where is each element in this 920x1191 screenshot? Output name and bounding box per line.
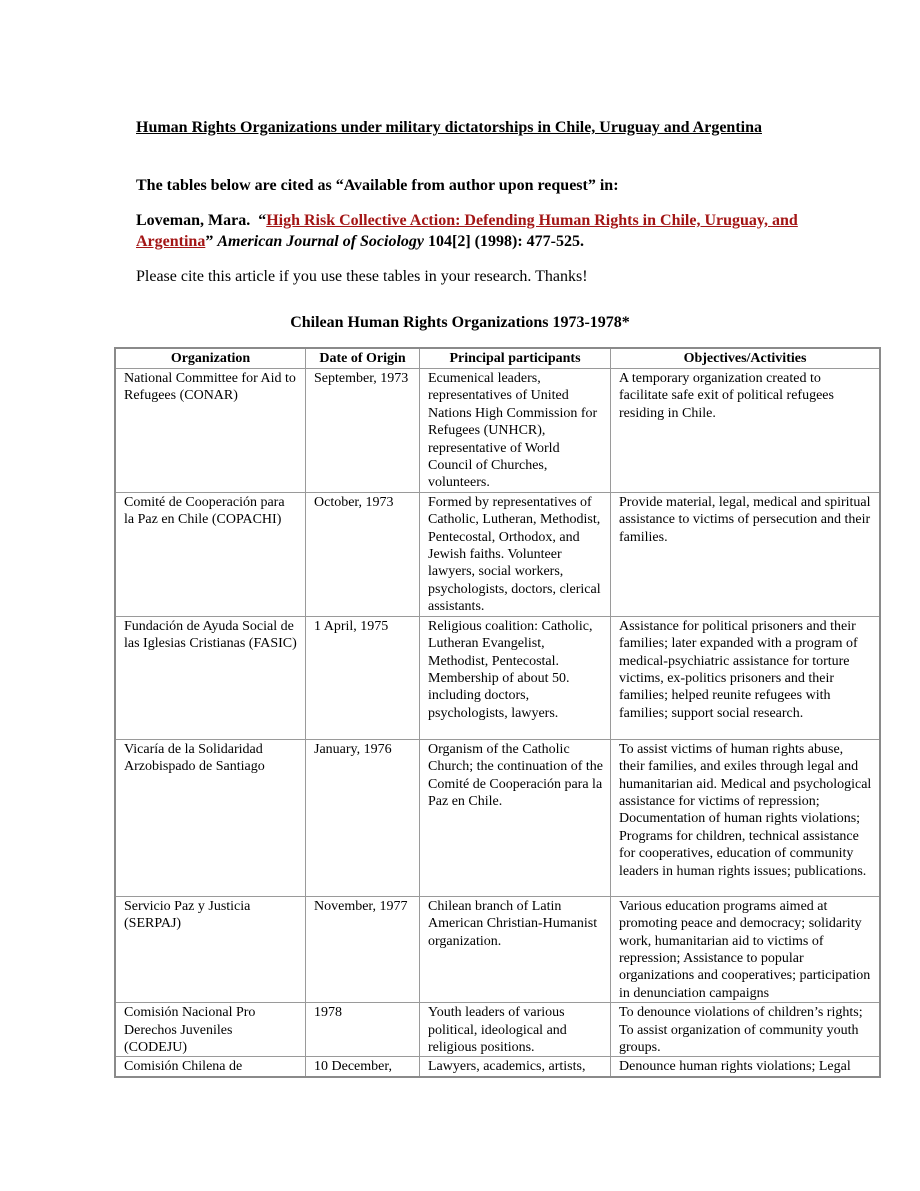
cell-objectives: Various education programs aimed at promoting peace and democracy; solidarity work, humanitarian aid to victims of repression; Assistance to popular organizations and cooperatives; participation in denunciation campaigns: [611, 897, 879, 1003]
cell-objectives: A temporary organization created to facilitate safe exit of political refugees residing in Chile.: [611, 369, 879, 493]
article-title-link[interactable]: High Risk Collective Action: Defending Human Rights in Chile, Uruguay, and Argentina: [136, 212, 798, 250]
cell-date: October, 1973: [306, 493, 420, 617]
document-heading: Human Rights Organizations under military dictatorships in Chile, Uruguay and Argentina: [136, 119, 762, 136]
cell-organization: Comisión Chilena de: [116, 1057, 306, 1075]
cell-participants: Chilean branch of Latin American Christian-Humanist organization.: [420, 897, 611, 1003]
organizations-table: [114, 347, 881, 1078]
open-quote: “: [258, 212, 267, 229]
cited-note: The tables below are cited as “Available from author upon request” in:: [136, 177, 619, 194]
cell-objectives: Denounce human rights violations; Legal: [619, 1059, 851, 1075]
cell-objectives: To assist victims of human rights abuse, their families, and exiles through legal and humanitarian aid. Medical and psychological assistance for victims of repression; Documentation of human rights violations; Programs for children, technical assistance for cooperatives, education of community leaders in human rights issues; publications.: [611, 740, 879, 897]
cell-objectives: Provide material, legal, medical and spiritual assistance to victims of persecution and their families.: [611, 493, 879, 617]
close-quote: ”: [205, 233, 214, 250]
cell-organization: Comisión Nacional Pro Derechos Juveniles (CODEJU): [116, 1003, 306, 1057]
please-cite-note: Please cite this article if you use these tables in your research. Thanks!: [136, 268, 588, 285]
table-row: [116, 740, 879, 897]
cell-organization: Fundación de Ayuda Social de las Iglesias Cristianas (FASIC): [116, 617, 306, 740]
cell-participants: Organism of the Catholic Church; the continuation of the Comité de Cooperación para la Paz en Chile.: [420, 740, 611, 897]
volume-pages: 104[2] (1998): 477-525.: [428, 233, 584, 250]
table-row: [116, 1057, 879, 1075]
cell-participants: Formed by representatives of Catholic, Lutheran, Methodist, Pentecostal, Orthodox, and Jewish faiths. Volunteer lawyers, social workers, psychologists, doctors, clerical assistants.: [420, 493, 611, 617]
cell-participants: Ecumenical leaders, representatives of United Nations High Commission for Refugees (UNHCR), representative of World Council of Churches, volunteers.: [420, 369, 611, 493]
cell-date: January, 1976: [306, 740, 420, 897]
cell-date: 10 December,: [306, 1057, 420, 1075]
table-row: [116, 897, 879, 1003]
header-principal-participants: Principal participants: [420, 349, 611, 369]
table-row: [116, 1003, 879, 1057]
table-header-row: [116, 349, 879, 369]
cell-participants: Lawyers, academics, artists,: [420, 1057, 611, 1075]
cell-date: 1 April, 1975: [306, 617, 420, 740]
table-row: [116, 617, 879, 740]
cell-participants: Religious coalition: Catholic, Lutheran Evangelist, Methodist, Pentecostal. Membership of about 50. including doctors, psychologists, lawyers.: [420, 617, 611, 740]
reference-author: Loveman, Mara.: [136, 212, 251, 229]
cell-date: November, 1977: [306, 897, 420, 1003]
table-row: [116, 369, 879, 493]
header-objectives-activities: Objectives/Activities: [611, 349, 879, 369]
cell-organization: National Committee for Aid to Refugees (CONAR): [116, 369, 306, 493]
header-organization: Organization: [116, 349, 306, 369]
cell-participants: Youth leaders of various political, ideological and religious positions.: [420, 1003, 611, 1057]
header-date-of-origin: Date of Origin: [306, 349, 420, 369]
cell-organization: Vicaría de la Solidaridad Arzobispado de Santiago: [116, 740, 306, 897]
cell-date: September, 1973: [306, 369, 420, 493]
table-title: Chilean Human Rights Organizations 1973-1978*: [290, 314, 630, 331]
cell-date: 1978: [306, 1003, 420, 1057]
table-row: [116, 493, 879, 617]
cell-objectives: To denounce violations of children’s rights; To assist organization of community youth groups.: [611, 1003, 879, 1057]
cell-organization: Comité de Cooperación para la Paz en Chile (COPACHI): [116, 493, 306, 617]
cell-objectives: Assistance for political prisoners and their families; later expanded with a program of medical-psychiatric assistance for torture victims, ex-politics prisoners and their families; helped reunite refugees with families; support social research.: [611, 617, 879, 740]
cell-organization: Servicio Paz y Justicia (SERPAJ): [116, 897, 306, 1003]
journal-name: American Journal of Sociology: [217, 233, 425, 250]
reference-citation: [136, 210, 836, 252]
